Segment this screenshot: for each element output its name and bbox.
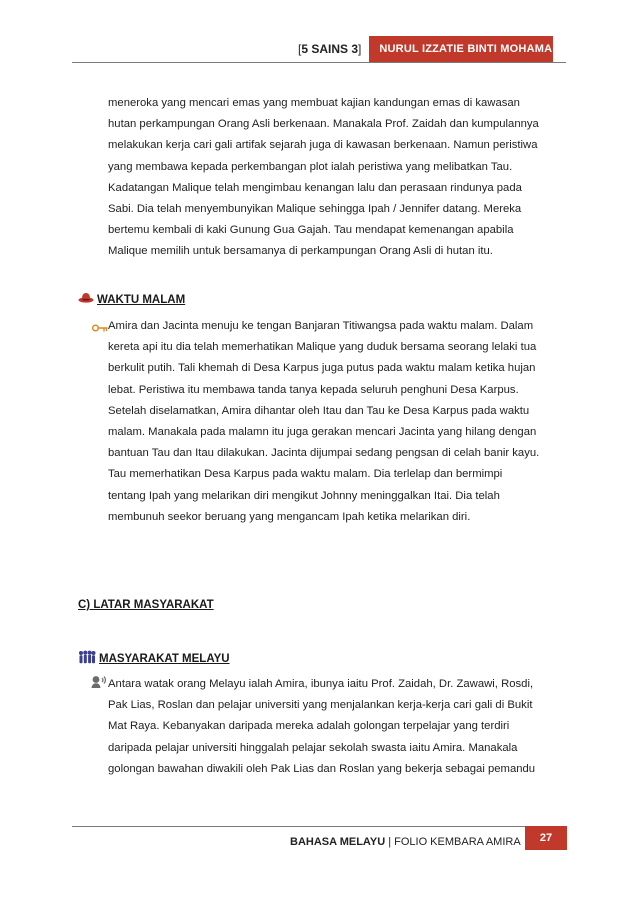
paragraph-line: Malique memilih untuk bersamanya di perkampungan Orang Asli di hutan itu. <box>108 245 493 258</box>
paragraph-line: Tau memerhatikan Desa Karpus pada waktu malam. Dia terlelap dan bermimpi <box>108 468 503 481</box>
paragraph-line: membunuh seekor beruang yang mengancam Ipah ketika melarikan diri. <box>108 510 471 523</box>
footer-divider <box>72 826 566 827</box>
author-name-banner: NURUL IZZATIE BINTI MOHAMAD <box>369 36 553 62</box>
paragraph-line: Sabi. Dia telah menyembunyikan Malique sehingga Ipah / Jennifer datang. Mereka <box>108 203 522 216</box>
key-icon <box>92 320 108 338</box>
header-divider <box>72 62 566 63</box>
paragraph-line: tentang Ipah yang melarikan diri mengikut Johnny meninggalkan Itai. Dia telah <box>108 489 500 502</box>
paragraph-line: melakukan kerja cari gali artifak sejarah juga di kawasan berkenaan. Namun peristiwa <box>108 139 538 152</box>
paragraph-line: Mat Raya. Kebanyakan daripada mereka adalah golongan terpelajar yang terdiri <box>108 720 510 733</box>
masyarakat-melayu-paragraph <box>108 674 568 780</box>
paragraph-line: yang membawa kepada perkembangan plot ialah peristiwa yang melibatkan Tau. <box>108 160 513 173</box>
paragraph-line: lebat. Peristiwa itu membawa tanda tanya kepada seluruh penghuni Desa Karpus. <box>108 383 519 396</box>
paragraph-line: meneroka yang mencari emas yang membuat kajian kandungan emas di kawasan <box>108 97 520 109</box>
waktu-malam-paragraph <box>108 316 568 528</box>
speaker-icon <box>90 675 108 694</box>
page-number: 27 <box>525 826 567 850</box>
paragraph-line: malam. Manakala pada malamn itu juga gerakan mencari Jacinta yang hilang dengan <box>108 426 537 439</box>
red-hat-icon <box>78 291 94 308</box>
paragraph-line: kereta api itu dia telah memerhatikan Malique yang duduk bersama seorang lelaki tua <box>108 341 537 354</box>
paragraph-line: daripada pelajar universiti hinggalah pelajar sekolah swasta iaitu Amira. Manakala <box>108 741 518 754</box>
paragraph-line: bertemu kembali di kaki Gunung Gua Gajah. Tau mendapat kemenangan apabila <box>108 224 514 237</box>
paragraph-line: golongan bawahan diwakili oleh Pak Lias dan Roslan yang bekerja sebagai pemandu <box>108 762 536 775</box>
heading-latar-masyarakat: C) LATAR MASYARAKAT <box>78 599 214 611</box>
paragraph-line: hutan perkampungan Orang Asli berkenaan. Manakala Prof. Zaidah dan kumpulannya <box>108 118 539 131</box>
paragraph-line: Amira dan Jacinta menuju ke tengan Banjaran Titiwangsa pada waktu malam. Dalam <box>108 320 534 332</box>
paragraph-line: Setelah diselamatkan, Amira dihantar oleh Itau dan Tau ke Desa Karpus pada waktu <box>108 404 530 417</box>
paragraph-line: bantuan Tau dan Itau dilakukan. Jacinta dijumpai sedang pengsan di celah banir kayu. <box>108 447 540 460</box>
paragraph-line: Pak Lias, Roslan dan pelajar universiti yang menjalankan kerja-kerja cari gali di Bukit <box>108 699 533 712</box>
class-label: [5 SAINS 3] <box>298 42 362 56</box>
intro-paragraph <box>108 93 568 263</box>
footer-title: BAHASA MELAYU | FOLIO KEMBARA AMIRA <box>290 836 521 848</box>
people-group-icon <box>78 650 96 667</box>
heading-masyarakat-melayu: MASYARAKAT MELAYU <box>78 650 230 667</box>
page-header <box>298 36 561 62</box>
heading-waktu-malam: WAKTU MALAM <box>78 291 185 308</box>
paragraph-line: Antara watak orang Melayu ialah Amira, ibunya iaitu Prof. Zaidah, Dr. Zawawi, Rosdi, <box>108 678 534 690</box>
paragraph-line: berkulit putih. Tali khemah di Desa Karpus juga putus pada waktu malam ketika hujan <box>108 362 536 375</box>
paragraph-line: Kadatangan Malique telah mengimbau kenangan lalu dan perasaan rindunya pada <box>108 181 522 194</box>
